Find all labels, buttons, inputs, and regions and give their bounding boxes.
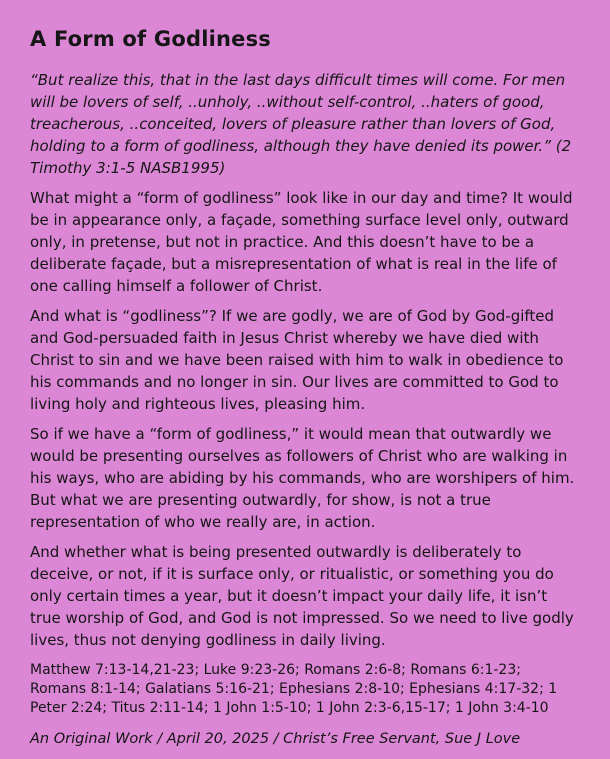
attribution-line: An Original Work / April 20, 2025 / Christ’s Free Servant, Sue J Love	[30, 731, 521, 747]
paragraph-daily-living: And whether what is being presented outwardly is deliberately to deceive, or not, if it is surface only, or ritualistic, or something you do only certain times a year, but it doesn’t impact your daily life, it isn’t true worship of God, and God is not impressed. So we need to live godly lives, thus not denying godliness in daily living.	[30, 543, 574, 649]
document-body	[30, 26, 580, 749]
paragraph-form-of-godliness: What might a “form of godliness” look like in our day and time? It would be in appearance only, a façade, something surface level only, outward only, in pretense, but not in practice. And this doesn’t have to be a deliberate façade, but a misrepresentation of what is real in the life of one calling himself a follower of Christ.	[30, 189, 573, 295]
paragraph-what-is-godliness: And what is “godliness”? If we are godly, we are of God by God-gifted and God-persuaded faith in Jesus Christ whereby we have died with Christ to sin and we have been raised with him to walk in obedience to his commands and no longer in sin. Our lives are committed to God to living holy and righteous lives, pleasing him.	[30, 307, 564, 413]
page-title: A Form of Godliness	[30, 27, 271, 51]
scripture-quote: “But realize this, that in the last days difficult times will come. For men will be lovers of self, ..unholy, ..without self-control, ..haters of good, treacherous, ..conceited, lovers of pleasure rather than lovers of God, holding to a form of godliness, although they have denied its power.” (2 Timothy 3:1-5 NASB1995)	[30, 71, 572, 177]
paragraph-outward-presentation: So if we have a “form of godliness,” it would mean that outwardly we would be presenting ourselves as followers of Christ who are walking in his ways, who are abiding by his commands, who are worshipers of him. But what we are presenting outwardly, for show, is not a true representation of who we really are, in action.	[30, 425, 575, 531]
scripture-references: Matthew 7:13-14,21-23; Luke 9:23-26; Romans 2:6-8; Romans 6:1-23; Romans 8:1-14; Galatians 5:16-21; Ephesians 2:8-10; Ephesians 4:17-32; 1 Peter 2:24; Titus 2:11-14; 1 John 1:5-10; 1 John 2:3-6,15-17; 1 John 3:4-10	[30, 662, 558, 716]
